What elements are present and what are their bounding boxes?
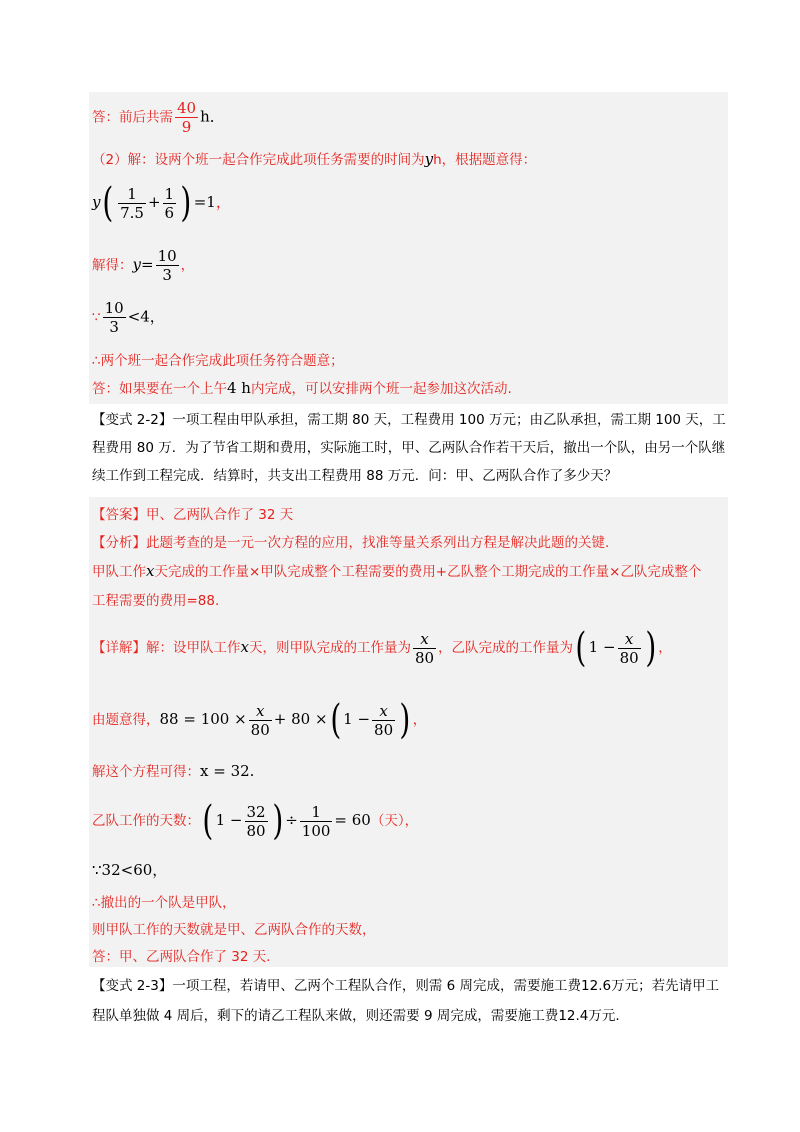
final-answer: 答：甲、乙两队合作了 32 天． (92, 949, 280, 965)
then-line: 则甲队工作的天数就是甲、乙两队合作的天数， (92, 922, 376, 938)
relation-line-1: 甲队工作x天完成的工作量×甲队完成整个工程需要的费用+乙队整个工期完成的工作量×乙队完成整个 (92, 562, 702, 580)
variant-2-2-answer: 【答案】甲、乙两队合作了 32 天 (92, 507, 294, 523)
equation-2: 由题意得，88 = 100 × $\frac{x}{80}$ + 80 ×( 1 − $\frac{x}{80}$ ) ， (92, 697, 427, 743)
answer-2: 答：如果要在一个上午4 h内完成，可以安排两个班一起参加这次活动. (92, 379, 512, 397)
solve-y: 解得：y= $\frac{10}{3}$ ， (92, 247, 195, 284)
relation-line-2: 工程需要的费用=88. (92, 593, 220, 609)
because-line: ∵ $\frac{10}{3}$ <4， (92, 299, 165, 336)
answer-1: 答：前后共需 $\frac{40}{9}$ h． (92, 99, 225, 136)
part-2-setup: （2）解：设两个班一起合作完成此项任务需要的时间为yh，根据题意得： (92, 150, 537, 168)
equation-1: y( $\frac{1}{7.5}$ + $\frac{1}{6}$ ) =1， (92, 180, 231, 226)
variant-2-2-analysis: 【分析】此题考查的是一元一次方程的应用，找准等量关系列出方程是解决此题的关键. (92, 535, 610, 551)
detail-line: 【详解】解：设甲队工作x天，则甲队完成的工作量为 $\frac{x}{80}$ ，乙队完成的工作量为( 1 − $\frac{x}{80}$ ) ， (92, 625, 672, 671)
therefore-line: ∴两个班一起合作完成此项任务符合题意； (92, 353, 344, 369)
variant-2-2-question: 【变式 2-2】一项工程由甲队承担，需工期 80 天，工程费用 100 万元；由乙队承担，需工期 100 天，工程费用 80 万．为了节省工期和费用，实际施工时，甲、乙两队合作若干天后，撤出一个队，由另一个队继续工作到工程完成．结算时，共支出工程费用 88 万元．问：甲、乙两队合作了多少天？ (92, 412, 726, 484)
solve-x: 解这个方程可得：x = 32. (92, 762, 255, 780)
days-line: 乙队工作的天数：( 1 − $\frac{32}{80}$ ) ÷ $\frac{1}{100}$ = 60（天）， (92, 798, 419, 844)
because-2: ∵32<60， (92, 861, 168, 879)
variant-2-3-question: 【变式 2-3】一项工程，若请甲、乙两个工程队合作，则需 6 周完成，需要施工费12.6万元；若先请甲工程队单独做 4 周后，剩下的请乙工程队来做，则还需要 9 周完成，需要施工费12.4万元. (92, 978, 720, 1024)
therefore-2: ∴撤出的一个队是甲队， (92, 895, 236, 911)
